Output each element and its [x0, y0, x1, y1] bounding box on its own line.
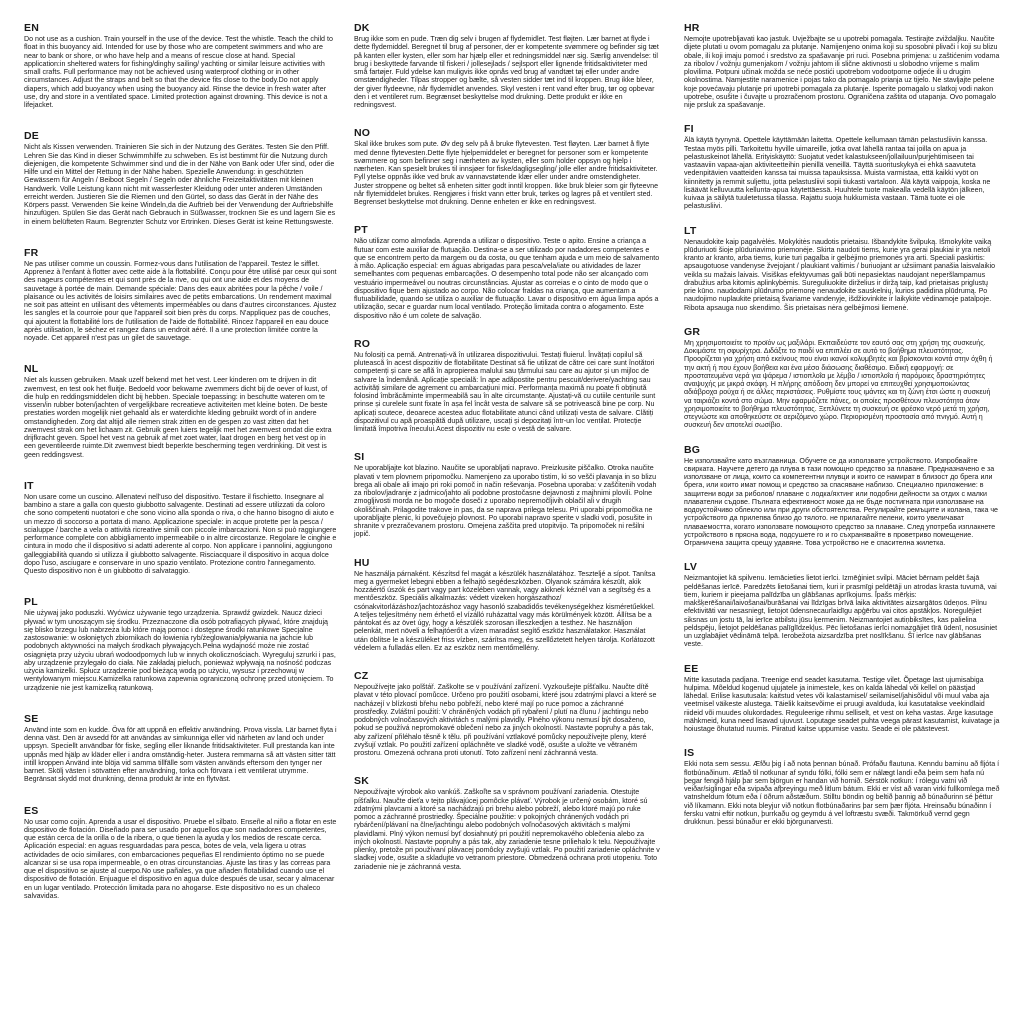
instruction-text: Använd inte som en kudde. Öva för att uppnå en effektiv användning. Prova vissla. Lär barnet flyta i denna väst. Den är avsedd för att användas av simkunniga eller vid närheten av land och under uppsyn. Speciellt användbar för fiske, segling eller liknande fritidsaktiviteter. Full prestanda kan inte uppnås med hjälp av kläder eller i andra omständig-heter. Justera remmarna så att västen sitter tätt intill kroppen Använd inte blöja vid samma tillfälle som västen används eftersom den tynger ner barnet. Skölj västen i sötvatten efter användning, torka och förvara i ett ventilerat utrymme. Begränsat skydd mot drunkning, denna produkt är inte en flytväst.	[24, 725, 337, 784]
section-bg	[684, 444, 1000, 548]
language-code: FI	[684, 123, 694, 136]
column-middle	[354, 22, 660, 871]
instruction-text: No usar como cojín. Aprenda a usar el dispositivo. Pruebe el silbato. Enseñe al niño a flotar en este dispositivo de flotación. Diseñado para ser usado por aquellos que son nadadores competentes, que están cerca de la orilla o de la ribera, o que tienen la ayuda y los medios de rescate cerca. Aplicación especial: en aguas resguardadas para pesca, botes de vela, vela ligera u otras actividades de ocio similares, con embarcaciones pequeñas El rendimiento óptimo no se puede alcanzar si se usa ropa impermeable, o en otras circunstancias. Ajuste las tiras y las correas para que el dispositivo se ajuste al cuerpo.No use pañales, ya que añaden flotabilidad cuando use el dispositivo de flotación. Enjuague el dispositivo en agua dulce después de usar, secar y almacenar en un lugar ventilado. Protección limitada para no ahogarse. Este dispositivo no es un chaleco salvavidas.	[24, 817, 337, 900]
column-right	[684, 22, 1000, 826]
instruction-text: Nemojte upotrebljavati kao jastuk. Uvježbajte se u upotrebi pomagala. Testirajte zviždaljku. Naučite dijete plutati u ovom pomagalu za plutanje. Namijenjeno onima koji su sposobni plivači i koji su blizu obale, ili koji imaju pomoć i sredstvo za spašavanje pri ruci. Posebna primjena: u zaštićenim vodama za ribolov / vožnju gumenjakom / vožnju jahtom ili slične aktivnosti u slobodno vrijeme s malim plovilima. Potpuni učinak možda se neće postići upotrebom vodootporne odjeće ili u drugim okolnostima. Namjestite naramenice i pojas tako da pomagalo prianja uz tijelo. Ne stavljajte pelene koje povećavaju plutanje pri upotrebi pomagala za plutanje. Isperite pomagalo u slatkoj vodi nakon upotrebe, osušite i čuvajte u prozračenom prostoru. Ograničena zaštita od utapanja. Ovo pomagalo nije prsluk za spašavanje.	[684, 35, 1000, 109]
section-si	[354, 451, 660, 538]
language-code: FR	[24, 246, 39, 259]
language-code: GR	[684, 325, 701, 338]
language-code: SI	[354, 451, 365, 464]
section-pt	[354, 224, 660, 320]
language-code: HR	[684, 22, 700, 34]
instruction-text: Ne uporabljajte kot blazino. Naučite se uporabljati napravo. Preizkusite piščalko. Otroka naučite plavati v tem plovnem pripomočku. Namenjeno za uporabo tistim, ki so vešči plavanja in so blizu brega ali obale ali imajo pri roki pomoč in način reševanja. Posebna uporaba: v zaščitenih vodah za ribolov/jadranje z jadrnico/jahto ali podobne prostočasne dejavnosti z majhnimi plovili. Polne zmogljivosti morda ne bo mogoče doseči z uporabo nepremočljivih oblačil ali v drugih okoliščinah. Prilagodite trakove in pas, da se naprava prilega telesu. Pri uporabi pripomočka ne uporabljajte plenic, ki povečujejo plovnost. Po uporabi napravo sperite v sladki vodi, posušite in shranite v prezračevanem prostoru. Omejena zaščita pred utopitvijo. Ta pripomoček ni rešilni jopič.	[354, 464, 657, 539]
section-it	[24, 480, 338, 576]
section-ro	[354, 338, 660, 434]
language-code: SE	[24, 712, 39, 725]
instruction-text: Μη χρησιμοποιείτε το προϊόν ως μαξιλάρι. Εκπαιδεύστε τον εαυτό σας στη χρήση της συσκευής. Δοκιμάστε τη σφυρίχτρα. Διδάξτε το παιδί να επιπλέει σε αυτό το βοήθημα πλευστότητας. Προορίζεται για χρήση από εκείνους που είναι ικανοί κολυμβητές και βρίσκονται κοντά στην όχθη ή την ακτή ή που έχουν βοήθεια και ένα μέσο διάσωσης διαθέσιμο. Ειδική εφαρμογή: σε προστατευμένα νερά για ψάρεμα / ιστιοπλοΐα με λέμβο / ιστιοπλοΐα ή παρόμοιες δραστηριότητες αναψυχής με μικρά σκάφη. Η πλήρης απόδοση δεν μπορεί να επιτευχθεί χρησιμοποιώντας αδιάβροχα ρούχα ή σε άλλες περιστάσεις. Ρυθμίστε τους ιμάντες και τη ζώνη έτσι ώστε η συσκευή να ταιριάζει κοντά στο σώμα. Μην εφαρμόζετε πάνες, οι οποίες προσθέτουν πλευστότητα όταν χρησιμοποιείτε το βοήθημα πλευστότητας. Ξεπλύνετε τη συσκευή σε φρέσκο νερό μετά τη χρήση, στεγνώστε και αποθηκεύστε σε αεριζόμενο χώρο. Περιορισμένη προστασία από πνιγμό. Αυτή η συσκευή δεν αποτελεί σωσίβιο.	[684, 338, 993, 430]
instruction-text: Ne használja párnaként. Készítsd fel magát a készülék használatához. Teszteljé a sípot. Tanítsa meg a gyermeket lebegni ebben a felhajtó segédeszközben. Olyanok számára készült, akik hozzáértő úszók és part vagy part közelében vannak, vagy akiknek kéznél van a segítség és a mentőeszköz. Speciális alkalmazás: védett vizeken horgászathoz/ csónakvitorlázáshoz/jachtozáshoz vagy hasonló szabadidős tevékenységekhez kisméretűekkel. A teljes teljesítmény nem érhető el vízálló ruházattal vagy más körülmények között. Állítsa be a pántokat és az övet úgy, hogy a készülék szorosan illeszkedjen a testhez. Ne használjon pelenkát, mert növeli a felhajtóerőt a vízen maradást segítő eszköz használatakor. Használat után öblítse le a készüléket friss vízben, szárítsa meg, és szellőztetett helyen tárolja. Korlátozott védelem a fulladás ellen. Ez az eszköz nem mentőmellény.	[354, 569, 656, 652]
language-code: LV	[684, 561, 698, 574]
language-code: IS	[684, 747, 695, 760]
instruction-text: Nepoužívajte výrobok ako vankúš. Zaškoľte sa v správnom používaní zariadenia. Otestujte píšťalku. Naučte dieťa v tejto plávajúcej pomôcke plávať. Výrobok je určený osobám, ktoré sú zdatnými plavcami a ktoré sa nachádzajú pri brehu alebo pobreží, alebo ktoré majú po ruke pomoc a záchranné prostriedky. Špeciálne použitie: v pokojných chránených vodách pri rybárčení/plávaní na člne/jachtingu alebo podobných voľnočasových aktivitách s malými plavidlami. Plný výkon nemusí byť dosiahnutý pri použití nepremokavého oblečenia alebo za iných okolností. Nastavte popruhy a pás tak, aby zariadenie tesne priliehalo k telu. Nepoužívajte plienky, pretože pri používaní plávacej pomôcky zvyšujú vztlak. Po použití zariadenie opláchnite v sladkej vode, osušte a skladujte vo vetranom priestore. Obmedzená ochrana proti utopeniu. Toto zariadenie nie je záchranná vesta.	[354, 788, 660, 871]
instruction-text: Älä käytä tyynynä. Opettele käyttämään laitetta. Opettele kellumaan tämän pelastusliivin kanssa. Testaa myös pilli. Tarkoitettu hyville uimareille, jotka ovat lähellä rantaa tai joilla on apua ja pelastuskeinot lähellä. Erityiskäyttö: Suojatut vedet kalastukseen/jollailuun/purjehtimiseen tai vastaaviin vapaa-ajan aktiviteetteihin pienillä veneillä. Täyttä suorituskykyä ei ehkä saavuteta vedenpitävien vaatteiden kanssa tai muissa tapauksissa. Muista varmistaa, että kaikki vyöt on kiinnitetty ja remmit suljettu, jotta pelastusliivi sopii tiukasti vartaloon. Älä käytä vaippoja, koska ne lisäävät kelluvuutta kellunta-apua käytettäessä. Huuhtele tuote makealla vedellä käytön jälkeen, kuivaa ja säilytä tuuletetussa tilassa. Rajattu suoja hukkumista vastaan. Tämä tuote ei ole pelastusliivi.	[684, 136, 991, 211]
instruction-text: Skal ikke brukes som pute. Øv deg selv på å bruke flytevesten. Test fløyten. Lær barnet å flyte med denne flytevesten.Dette flyte hjelpemiddelet er beregnet for personer som er kompetente svømmere og som befinner seg i nærheten av kysten, eller som holder oppsyn og hjelp i nærheten. Kan spesielt brukes til innsjøer for fiske/dagligsegling/ jolle eller andre fritidsaktiviteter. Fyll ytelse oppnås ikke ved bruk av vannavstøtende klær eller under andre omstendigheter. Juster stroppene og beltet så enheten sitter godt inntil kroppen. Ikke bruk bleier som gir flyteevne når flytemiddelet brukes. Rengjøres i friskt vann etter bruk, tørkes og lagres på et ventilert sted. Begrenset beskyttelse mot drukning. Denne enheten er ikke en redningsvest.	[354, 140, 659, 206]
section-hr	[684, 22, 1000, 109]
section-ee	[684, 663, 1000, 734]
instruction-text: Nu folosiți ca pernă. Antrenați-vă în utilizarea dispozitivului. Testați fluierul. Învățați copilul să plutească în acest dispozitiv de flotabilitate Destinat să fie utilizat de către cei care sunt înotători competenți și care se află în apropierea malului sau țărmului sau care au ajutor și un mijloc de salvare la îndemână. Aplicație specială: în ape adăpostite pentru pescuit/derivere/yachting sau activități similare de agrement cu ambarcațiuni mici. Performanța maximă nu poate fi obținută folosind îmbrăcăminte impermeabilă sau în alte circumstanțe. Ajustați-vă cu cutiile centurile sunt prinse și curelele sunt fixate în așa fel încât vesta de salvare să se potrivească bine pe corp. Nu aplicați scutece, deoarece acestea aduc flotabilitate atunci când utilizați vesta de salvare. Clătiți dispozitivul cu apă proaspătă după utilizare, uscați și depozitați într-un loc ventilat. Protecție limitată împotriva înecului.Acest dispozitiv nu este o vestă de salvare.	[354, 350, 656, 433]
instruction-text: Ekki nota sem sessu. Æfðu þig í að nota þennan búnað. Prófaðu flautuna. Kenndu barninu að fljóta í flotbúnaðinum. Ætlað til notkunar af syndu fólki, fólki sem er nálægt landi eða þeim sem hafa nú þegar fengið hjálp þar sem björgun er handan við hornið. Sérstök notkun: í rólegu vatni við veiðar/siglingar eða svipaða afþreyingu með litlum bátum. Ekki er víst að varan virki fullkomlega með vatnsheldum fötum eða í öðrum aðstæðum. Stilltu böndin og beltið þannig að búnaðurinn sé þéttur við líkamann. Ekki nota bleyjur við notkun flotbúnaðarins þar sem þær fljóta. Hreinsaðu búnaðinn í fersku vatni eftir notkun, þurrkaðu og geymdu á vel loftræstu svæði. Takmörkuð vernd gegn drukknun. þessi búnaður er ekki björgunarvesti.	[684, 760, 1000, 826]
language-code: EE	[684, 662, 699, 675]
instruction-text: Non usare come un cuscino. Allenatevi nell'uso del dispositivo. Testare il fischietto. Insegnare al bambino a stare a galla con questo giubbotto salvagente. Destinati ad essere utilizzati da coloro che sono competenti nuotatori e che sono vicino alla sponda o riva, o che hanno bisogno di aiuto e un mezzo di soccorso a portata di mano. Applicazione speciale: in acque protette per la pesca / scialuppe / barche a vela o attività ricreative simili con piccole imbarcazioni. Non si può raggiungere performance complete con abbigliamento impermeabile o in altre circostanze. Regolare le cinghie e cintura in modo che il dispositivo si adatti aderente al corpo. Non applicare i pannolini, aggiungono galleggiabilità quando si utilizza il giubbotto salvagente. Risciacquare il dispositivo in acqua dolce dopo l'uso, asciugare e conservare in uno spazio ventilato. Protezione contro l'annegamento. Questo dispositivo non è un giubbotto di salvataggio.	[24, 492, 337, 575]
instruction-text: Niet als kussen gebruiken. Maak uzelf bekend met het vest. Leer kinderen om te drijven in dit zwemvest, en test ook het fluitje. Bedoeld voor bekwame zwemmers dicht bij de oever of kust, of die hulp en reddingsmiddelen dicht bij hebben. Speciale toepassing: in beschutte wateren om te vissen/in rubber boten/jachten of vergelijkbare recreatieve activiteiten met kleine boten. De beste prestaties worden mogelijk niet gehaald als er waterdichte kleding gebruikt wordt of in andere omstandigheden. Zorg dat altijd alle riemen strak zitten en de gespen zo vast zitten dat het zwemvest strak om het lichaam zit. Gebruik geen luiers tegelijk met het zwemvest omdat die extra drijfkracht geven. Spoel het vest na gebruik af met zoet water, laat drogen en berg het vest op in een geventileerde ruimte.Dit zwemvest biedt beperkte bescherming tegen verdrinking. Dit vest is geen reddingsvest.	[24, 376, 332, 459]
language-code: PL	[24, 596, 38, 609]
instruction-text: Não utilizar como almofada. Aprenda a utilizar o dispositivo. Teste o apito. Ensine a criança a flutuar com este auxiliar de flutuação. Destina-se a ser utilizado por nadadores competentes e que se encontrem perto da margem ou da costa, ou que tenham ajuda e um meio de salvamento à mão. Aplicação especial: em águas abrigadas para pesca/vela/iate ou atividades de lazer semelhantes com pequenas embarcações. O desempenho total pode não ser alcançado com vestuário impermeável ou noutras circunstâncias. Ajustar as correias e o cinto de modo que o dispositivo fique bem ajustado ao corpo. Não colocar fraldas na criança, que aumentam a flutuabilidade, quando se utiliza o auxiliar de flutuação. Lavar o dispositivo em água limpa após a utilização, secar e guardar num local ventilado. Proteção limitada contra o afogamento. Este dispositivo não é um colete de salvação.	[354, 237, 660, 320]
language-code: CZ	[354, 670, 369, 682]
section-lt	[684, 225, 1000, 312]
instruction-text: Nenaudokite kaip pagalvėlės. Mokykitės naudotis prietaisu. Išbandykite švilpuką. Išmokykite vaiką plūduriuoti šioje plūduriavimo priemonėje. Skirta naudoti tiems, kurie yra gerai plaukiai ir yra netoli kranto ar kranto, arba tiems, kurie turi pagalba ir gelbėjimo priemonės yra arti. Speciali paskirtis: apsaugotuose vandenyse žvejojant / plaukiant valtimis / buriuojant ar užsiimant panašia laisvalaikio veikla su mažais laivais. Visiškas efektyvumas gali būti nepasiektas naudojant neperšlampamus drabužius arba kitomis aplinkybėmis. Sureguliuokite dirželius ir diržą taip, kad prietaisas priglustų prie kūno. naudodami plūdrumo priemonę nenaudokite sauskelnių, kurios padidina plūdrumą. Po naudojimo nuplaukite prietaisą švariame vandenyje, išdžiovinkite ir laikykite vėdinamoje patalpoje. Ribota apsauga nuo skendimo. Šis prietaisas nėra gelbėjimosi liemenė.	[684, 237, 996, 312]
instruction-text: Ne pas utiliser comme un coussin. Formez-vous dans l'utilisation de l'appareil. Testez le sifflet. Apprenez à l'enfant à flotter avec cette aide à la flottabilité. Conçu pour être utilisé par ceux qui sont des nageurs compétentes et qui sont près de la rive, ou qui ont une aide et des moyens de sauvetage à portée de main. Demande spéciale: Dans des eaux abritées pour la pêche / voile / plaisance ou les activités de loisirs similaires avec de petits embarcations. Un rendement maximal ne soit pas atteint en utilisant des vêtements imperméables ou dans d'autres circonstances. Ajustez les sangles et la courroie pour que l'appareil soit bien près du corps. N'appliquez pas de couches, qui ajoutent la flottabilité lors de l'utilisation de l'aide de flottabilité. Rincez l'appareil en eau douce après utilisation, le séchez et rangez dans un endroit aéré. Il a une protection limitée contre la noyade. Cet appareil n'est pas un gilet de sauvetage.	[24, 259, 337, 342]
instruction-text: Не използвайте като възглавница. Обучете се да използвате устройството. Изпробвайте свирката. Научете детето да плува в тази помощно средство за плаване. Предназначено е за използване от лица, които са компетентни плувци и които се намират в близост до брега или брега, или които имат помощ и средство за спасяване наблизо. Специално приложение: в защитени води за риболов/ плаване с лодка/яхтинг или подобни дейности за отдих с малки плавателни съдове. Пълната ефективност може да не бъде постигната при използване на водоустойчиво облекло или при други обстоятелства. Регулирайте ремъците и колана, така че устройството да прилепва близо до тялото. не прилагайте пелени, които увеличават плаваемостта, когато използвате помощното средство за плаване. След употреба изплакнете устройството в прясна вода, подсушете го и го съхранявайте в проветриво помещение. Ограничена защита срещу удавяне. Това устройство не е спасителна жилетка.	[684, 456, 998, 547]
section-es	[24, 805, 338, 901]
instruction-text: Nepoužívejte jako polštář. Zaškolte se v používání zařízení. Vyzkoušejte píšťalku. Naučte dítě plavat v této plovací pomůcce. Určeno pro použití osobami, které jsou zdatnými plavci a které se nacházejí v blízkosti břehu nebo pobřeží, nebo které mají po ruce pomoc a záchranné prostředky. Zvláštní použití: V chráněných vodách při rybaření / plutí na člunu / jachtingu nebo podobných volnočasových aktivitách s malými plavidly. Plného výkonu nemusí být dosaženo, pokud se používá nepromokavé oblečení nebo za jiných okolností. Nastavte popruhy a pás tak, aby zařízení přiléhalo těsně k tělu. při používání vztlakové pomůcky nepoužívejte pleny, které zvyšují vztlak. Po použití zařízení opláchněte ve sladké vodě, osušte a uložte ve větraném prostoru. Omezená ochrana proti utonutí. Toto zařízení není záchranná vesta.	[354, 683, 657, 757]
instruction-text: Do not use as a cushion. Train yourself in the use of the device. Test the whistle. Teach the child to float in this buoyancy aid. Intended for use by those who are competent swimmers and who are near to bank or shore, or who have help and a means of rescue close at hand. Special application:in sheltered waters for fishing/dinghy sailing/ yachting or similar leisure activities with small crafts. Full performance may not be achieved using waterproof clothing or in other circumstances. Adjust the straps and belt so that the device fits close to the body.Do not apply diapers, which add buoyancy when using the buoyancy aid. Rinse the device in fresh water after use, dry and store in a ventilated space. Limited protection against drowning. This device is not a lifejacket.	[24, 35, 333, 109]
section-no	[354, 127, 660, 206]
instruction-text: Nie używaj jako poduszki. Wyćwicz używanie tego urządzenia. Sprawdź gwizdek. Naucz dzieci pływać w tym unoszącym się środku. Przeznaczone dla osób potrafiących pływać, które znajdują się blisko brzegu lub nabrzeża lub które mają pomoc i dostępne środki ratunkowe Specjalne zastosowanie: w osłoniętych zbiornikach do łowienia ryb/żeglowania/pływania na jachcie lub podobnych aktywności na małych środkach pływających.Pełna wydajność może nie zostać osiągnięta przy użyciu ubrań wodoodpornych lub w innych okolicznościach. Wyreguluj szrurki i pas, aby urządzenie przylegało do ciała. Nie zakładaj pieluch, ponieważ wpływają na nośność podczas użycia kamizelki. Spłucz urządzenie pod bieżącą wodą po użyciu, wysusz i przechowuj w wentylowanym miejscu.Kamizelka ratunkowa zapewnia ograniczoną ochronę przed utonięciem. To urządzenie nie jest kamizelką ratunkową.	[24, 609, 336, 692]
section-fr	[24, 247, 338, 343]
section-sk	[354, 775, 660, 871]
section-cz	[354, 670, 660, 757]
section-pl	[24, 596, 338, 692]
section-de	[24, 130, 338, 226]
language-code: LT	[684, 224, 697, 237]
language-code: IT	[24, 479, 34, 492]
language-code: HU	[354, 556, 370, 569]
section-se	[24, 713, 338, 784]
section-hu	[354, 557, 660, 653]
language-code: PT	[354, 224, 368, 237]
instruction-text: Neizmantojiet kā spilvenu. Iemācieties lietot ierīci. Izmēģiniet svilpi. Māciet bērnam peldēt šajā peldēšanas ierīcē. Paredzēts lietošanai tiem, kuri ir prasmīgi peldētāji un atrodas krasta tuvumā, vai tiem, kuriem ir pieejama palīdzība un glābšanas aprīkojums. Īpašs mērķis: makšķerēšanai/laivošanai/burāšanai vai līdzīgas brīvā laika aktivitātes aizsargātos ūdeņos. Pilnu efektivitāti var nesasniegt, lietojot ūdensnecaurlaidīgu apģērbu vai citos apstākļos. Noregulējiet siksnas un jostu tā, lai ierīce atbilstu jūsu ķermenim. Neizmantojiet autiņbiksītes, kas palielina peldspēju, lietojot peldēšanas palīglīdzekļus. Pēc lietošanas ierīci nomazgājiet tīrā ūdenī, nosusiniet un uzglabājiet vēdināmā telpā. Ierobežota aizsardzība pret noslīkšanu. Šī ierīce nav glābšanas veste.	[684, 574, 998, 649]
section-lv	[684, 561, 1000, 648]
instruction-text: Brug ikke som en pude. Træn dig selv i brugen af flydemidlet. Test fløjten. Lær barnet at flyde i dette flydemiddel. Beregnet til brug af personer, der er kompetente svømmere og befinder sig tæt på kanten eller kysten, eller som har hjælp eller et redningsmiddel nær sig. Særlig anvendelse: til brug i beskyttede farvande til fiskeri / jollesejlads / sejlsport eller lignende fritidsaktiviteter med små fartøjer. Fuld ydelse kan muligvis ikke opnås ved brug af vandtæt tøj eller under andre omstændigheder. Tilpas stropper og bælte, så vesten sidder tæt ind til kroppen. Brug ikke bleer, der giver flydeevne, når flydemidlet anvendes. Skyl vesten i rent vand efter brug, tør og opbevar den i et ventileret rum. Begrænset beskyttelse mod drukning. Dette produkt er ikke en redningsvest.	[354, 35, 659, 109]
section-gr	[684, 326, 1000, 430]
section-en	[24, 22, 338, 109]
language-code: DE	[24, 130, 39, 143]
section-nl	[24, 363, 338, 459]
language-code: SK	[354, 775, 369, 788]
language-code: DK	[354, 22, 370, 34]
language-code: BG	[684, 443, 701, 456]
column-left	[24, 22, 338, 900]
language-code: NO	[354, 127, 371, 140]
section-dk	[354, 22, 660, 109]
instruction-text: Mitte kasutada padjana. Treenige end seadet kasutama. Testige vilet. Õpetage last ujumisabiga hulpima. Mõeldud kogenud ujujatele ja inimestele, kes on kalda lähedal või kellel on päästjad lähedal. Erilise kasutusala: kaitstud vetes või kalastamisel/ seilamisel/jahisõidul või muul vaba aja veetmisel väikeste alustega. Täielik kaitsevõime ei pruugi avalduda, kui kasutatakse veekindlaid riideid või muudes olukordades. Reguleerige rihmu selliselt, et vest on keha vastas. Ärge kasutage mähkmeid, kuna need lisavad ujuvust. Loputage seadet puhta veega pärast kasutamist, kuivatage ja hoiustage õhutatud ruumis. Piiratud kaitse uppumise vastu. Seade ei ole päästevest.	[684, 675, 1000, 733]
instruction-text: Nicht als Kissen verwenden. Trainieren Sie sich in der Nutzung des Gerätes. Testen Sie den Pfiff. Lehren Sie das Kind in dieser Schwimmhilfe zu schweben. Es ist bestimmt für die Nutzung durch diejenigen, die kompetente Schwimmer sind und die in der Nähe von Bank oder Ufer sind, oder die Hilfe und ein Mittel der Rettung in der Nähe haben. Spezielle Anwendung: in geschützten Gewässern für Angeln / Beiboot Segeln / Segeln oder ähnliche Freizeitaktivitäten mit kleinen Handwerk. Volle Leistung kann nicht mit wasserfester Kleidung oder unter anderen Umständen erreicht werden. Justieren Sie die Riemen und den Gürtel, so dass das Gerät in der Nähe des Körpers passt. Verwenden Sie keine Windeln,da die Auftrieb bei der Verwendung der Auftriebshilfe hinzufügen. Spülen Sie das Gerät nach Gebrauch in Süßwasser, trocknen Sie es und lagern Sie es in einem belüfteten Raum. Begrenzter Schutz vor Ertrinken. Dieses Gerät ist keine Rettungsweste.	[24, 143, 336, 226]
language-code: NL	[24, 363, 39, 376]
section-is	[684, 747, 1000, 826]
section-fi	[684, 123, 1000, 210]
language-code: ES	[24, 804, 39, 817]
language-code: EN	[24, 22, 39, 34]
language-code: RO	[354, 337, 371, 350]
